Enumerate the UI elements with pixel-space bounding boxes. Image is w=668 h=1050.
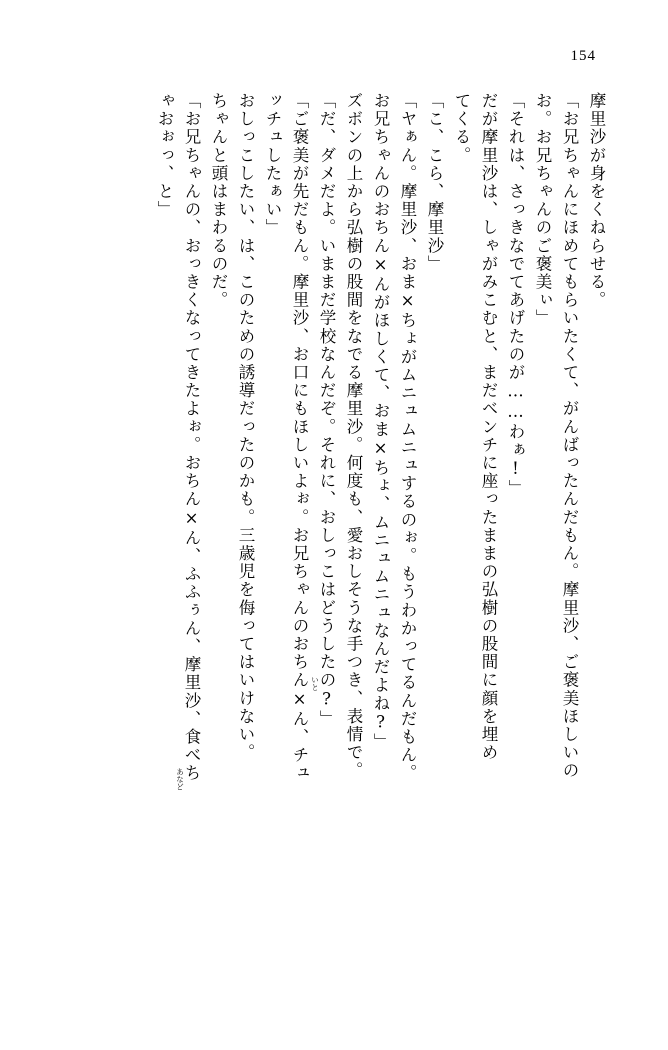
text-line: おしっこしたい、は、このための誘導だったのかも。三歳児を侮ってはいけない。 [236,92,255,762]
text-line: ゃおぉっ、と」 [155,92,174,219]
text-line: 「ヤぁん。摩里沙、おま×ちょがムニュムニュするのぉ。もうわかってるんだもん。 [398,92,417,783]
page-number: 154 [570,48,596,64]
text-line: お兄ちゃんのおちん×んがほしくて、おま×ちょ、ムニュムニュなんだよね?」 [371,92,390,752]
text-line: 「お兄ちゃんの、おっきくなってきたよぉ。おちん×ん、ふふぅん、摩里沙、食べち [182,92,201,783]
text-line: だが摩里沙は、しゃがみこむと、まだベンチに座ったままの弘樹の股間に顔を埋め [479,92,498,762]
text-line: 「お兄ちゃんにほめてもらいたくて、がんばったんだもん。摩里沙、ご褒美ほしいの [560,92,579,780]
text-line: 「それは、さっきなでてあげたのが……わぁ!」 [506,92,525,498]
text-line: ちゃんと頭はまわるのだ。 [209,92,228,310]
vertical-text-block [44,92,604,1010]
text-line: 「だ、ダメだよ。いままだ学校なんだぞ。それに、おしっこはどうしたの?」 [317,92,336,728]
ruby-annotation: あなど [175,768,185,791]
text-line: てくる。 [452,92,471,165]
text-line: 「こ、こら、摩里沙」 [425,92,444,273]
text-line: ズボンの上から弘樹の股間をなでる摩里沙。何度も、愛おしそうな手つき、表情で。 [344,92,363,780]
text-line: 「ご褒美が先だもん。摩里沙、お口にもほしいよぉ。お兄ちゃんのおちん×ん、チュ [290,92,309,783]
ruby-annotation: いと [310,676,320,691]
text-line: お。お兄ちゃんのご褒美ぃ」 [533,92,552,328]
text-line: 摩里沙が身をくねらせる。 [587,92,606,310]
text-line: ッチュしたぁい」 [263,92,282,237]
